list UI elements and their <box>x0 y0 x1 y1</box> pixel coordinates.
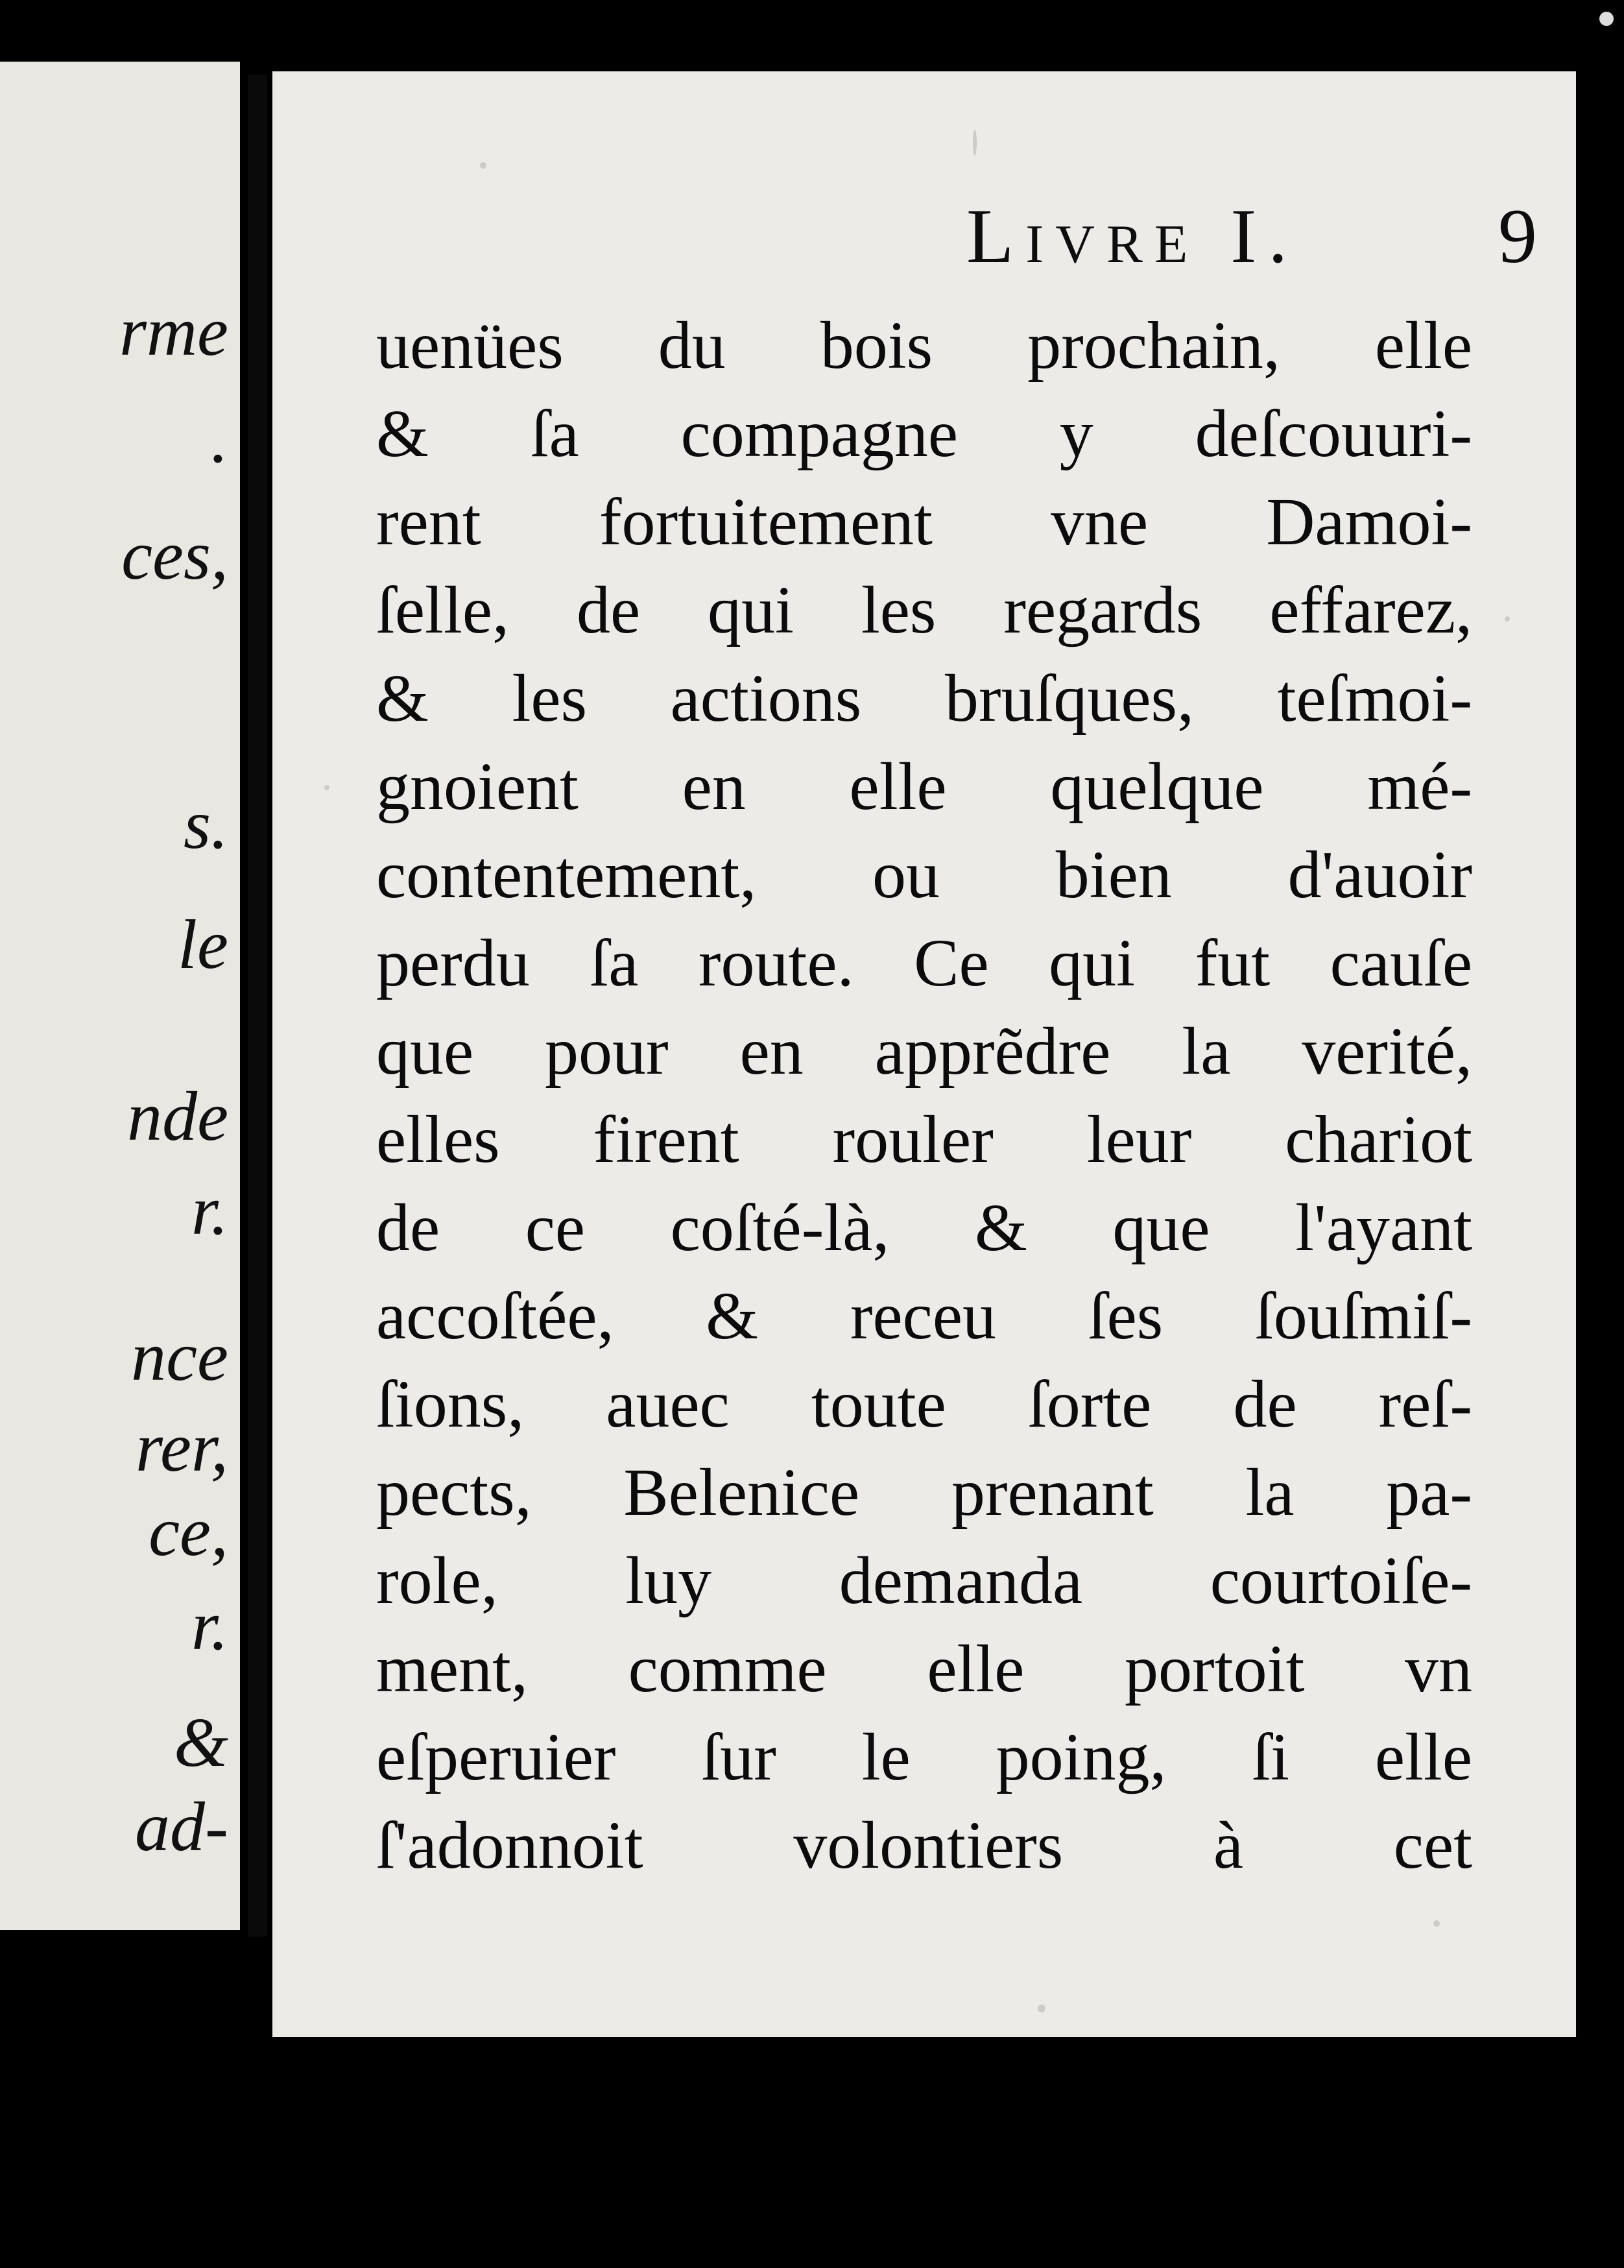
left-fragment: rme <box>119 293 228 370</box>
text-line: elles firent rouler leur chariot <box>376 1102 1472 1177</box>
left-page <box>0 62 240 1930</box>
left-fragment: le <box>178 906 228 983</box>
body-text <box>376 302 1472 1890</box>
text-line: & les actions bruſques, teſmoi- <box>376 661 1472 736</box>
left-fragment: & <box>173 1704 228 1781</box>
text-line: ment, comme elle portoit vn <box>376 1632 1472 1706</box>
corner-mark <box>1599 12 1614 26</box>
book-gutter <box>248 75 267 1936</box>
page-number: 9 <box>1498 193 1537 279</box>
running-head <box>694 191 1550 289</box>
text-line: ſions, auec toute ſorte de reſ- <box>376 1367 1472 1442</box>
paper-speck <box>1038 2005 1045 2012</box>
text-line: que pour en apprẽdre la verité, <box>376 1014 1472 1089</box>
left-fragment: nde <box>127 1078 228 1155</box>
text-line: & ſa compagne y deſcouuri- <box>376 396 1472 471</box>
left-fragment: ad- <box>135 1789 228 1866</box>
left-fragment: r. <box>191 1172 228 1249</box>
running-title: Livre I. <box>966 193 1300 279</box>
paper-speck <box>324 785 329 790</box>
text-line: de ce coſté-là, & que l'ayant <box>376 1190 1472 1265</box>
text-line: role, luy demanda courtoiſe- <box>376 1543 1472 1618</box>
text-line: rent fortuitement vne Damoi- <box>376 485 1472 559</box>
left-fragment: ces, <box>121 517 228 594</box>
right-page <box>272 71 1576 2037</box>
left-fragment: nce <box>131 1318 228 1395</box>
paper-speck <box>1433 1920 1440 1927</box>
text-line: pects, Belenice prenant la pa- <box>376 1455 1472 1530</box>
text-line: eſperuier ſur le poing, ſi elle <box>376 1720 1472 1794</box>
text-line: gnoient en elle quelque mé- <box>376 749 1472 824</box>
text-line: accoſtée, & receu ſes ſouſmiſ- <box>376 1279 1472 1353</box>
text-line: ſelle, de qui les regards effarez, <box>376 573 1472 647</box>
left-fragment: r. <box>191 1587 228 1665</box>
left-fragment: . <box>211 400 228 477</box>
text-line: ſ'adonnoit volontiers à cet <box>376 1808 1472 1883</box>
text-line: perdu ſa route. Ce qui fut cauſe <box>376 926 1472 1000</box>
paper-speck <box>1505 616 1510 621</box>
paper-speck <box>973 130 977 156</box>
left-fragment: rer, <box>135 1409 228 1486</box>
paper-speck <box>480 162 486 169</box>
text-line: contentement, ou bien d'auoir <box>376 838 1472 912</box>
text-line: uenües du bois prochain, elle <box>376 308 1472 383</box>
left-fragment: ce, <box>149 1493 228 1571</box>
left-fragment: s. <box>183 786 228 863</box>
